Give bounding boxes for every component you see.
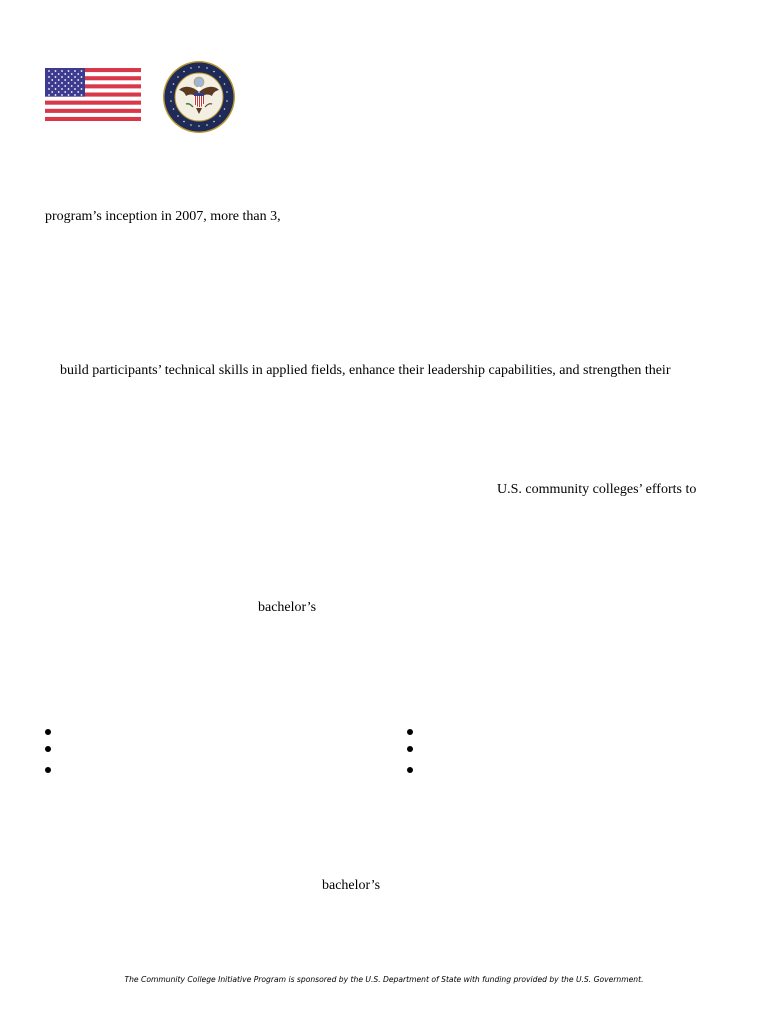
bullet-icon [407, 746, 413, 752]
body-text-line-5: bachelor’s [322, 878, 381, 893]
department-of-state-seal-icon [162, 58, 236, 136]
bullet-icon [45, 746, 51, 752]
body-text-line-1: program’s inception in 2007, more than 3, [45, 209, 281, 224]
body-text-line-3: U.S. community colleges’ efforts to [497, 482, 697, 497]
bullet-icon [407, 767, 413, 773]
body-text-line-2: build participants’ technical skills in applied fields, enhance their leadership capabilities, and strengthen their [60, 363, 671, 378]
sponsorship-footer: The Community College Initiative Program is sponsored by the U.S. Department of State with funding provided by the U.S. Government. [124, 975, 644, 984]
body-text-line-4: bachelor’s [258, 600, 317, 615]
bullet-icon [45, 729, 51, 735]
bullet-icon [407, 729, 413, 735]
us-flag-icon [45, 68, 141, 121]
bullet-icon [45, 767, 51, 773]
